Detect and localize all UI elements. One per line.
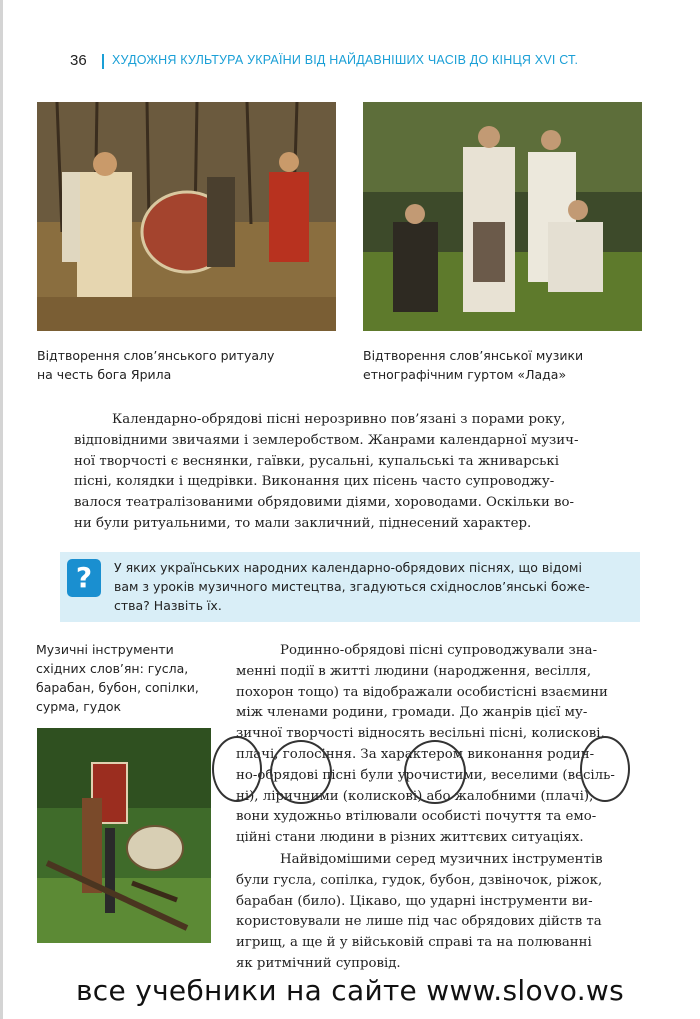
text-line: ни були ритуальними, то мали закличний, піднесений характер. xyxy=(74,515,532,531)
page-edge xyxy=(0,0,3,1019)
question-text xyxy=(114,558,632,615)
watermark-mark xyxy=(212,736,262,802)
text-line: барабан (било). Цікаво, що ударні інструменти ви- xyxy=(236,893,593,909)
text-line: зичної творчості відносять весільні пісні, колискові, xyxy=(236,726,605,742)
instruments-caption-line: Музичні інструменти xyxy=(36,642,174,657)
text-line: Найвідомішими серед музичних інструментів xyxy=(280,852,603,867)
ritual-photo xyxy=(37,102,336,331)
question-icon: ? xyxy=(67,559,101,597)
page-number: 36 xyxy=(70,52,87,69)
text-line: плачі, голосіння. За характером виконання родин- xyxy=(236,746,595,762)
text-line: похорон тощо) та відображали особистісні взаємини xyxy=(236,684,608,700)
watermark-mark xyxy=(270,740,332,804)
music-caption-line: етнографічним гуртом «Лада» xyxy=(363,367,567,382)
text-line: пісні, колядки і щедрівки. Виконання цих пісень часто супроводжу- xyxy=(74,474,555,490)
instruments-caption-line: східних слов’ян: гусла, xyxy=(36,661,189,676)
watermark-mark xyxy=(404,740,466,804)
header-divider xyxy=(102,54,104,69)
text-line: игрищ, а ще й у військовій справі та на полюванні xyxy=(236,935,592,951)
header-title: ХУДОЖНЯ КУЛЬТУРА УКРАЇНИ ВІД НАЙДАВНІШИХ ЧАСІВ ДО КІНЦЯ XVI СТ. xyxy=(112,53,579,67)
text-line: користовували не лише під час обрядових дійств та xyxy=(236,914,602,930)
text-line: як ритмічний супровід. xyxy=(236,955,401,971)
question-line: У яких українських народних календарно-обрядових піснях, що відомі xyxy=(114,560,582,575)
footer-watermark: все учебники на сайте www.slovo.ws xyxy=(75,974,625,1007)
ritual-caption-line: на честь бога Ярила xyxy=(37,367,172,382)
ritual-caption-line: Відтворення слов’янського ритуалу xyxy=(37,348,275,363)
instruments-caption xyxy=(36,640,226,716)
music-photo xyxy=(363,102,642,331)
watermark-mark xyxy=(580,736,630,802)
text-line: ційні стани людини в різних життєвих ситуаціях. xyxy=(236,830,584,846)
text-line: Календарно-обрядові пісні нерозривно пов’язані з порами року, xyxy=(112,412,566,427)
question-line: ства? Назвіть їх. xyxy=(114,598,222,613)
running-header xyxy=(70,52,630,72)
ritual-caption xyxy=(37,346,337,384)
text-line: були гусла, сопілка, гудок, бубон, дзвіночок, ріжок, xyxy=(236,872,603,888)
instruments-caption-line: сурма, гудок xyxy=(36,699,122,714)
music-caption xyxy=(363,346,663,384)
text-line: менні події в житті людини (народження, весілля, xyxy=(236,663,592,679)
paragraph-instruments xyxy=(236,850,640,975)
question-box xyxy=(60,552,640,622)
text-line: Родинно-обрядові пісні супроводжували зна- xyxy=(280,643,598,658)
paragraph-calendar xyxy=(74,410,640,535)
instruments-caption-line: барабан, бубон, сопілки, xyxy=(36,680,199,695)
music-caption-line: Відтворення слов’янської музики xyxy=(363,348,584,363)
text-line: валося театралізованими обрядовими діями, хороводами. Оскільки во- xyxy=(74,495,575,511)
text-line: ної творчості є веснянки, гаївки, русальні, купальські та жниварські xyxy=(74,453,559,469)
text-line: вони художньо втілювали особисті почуття та емо- xyxy=(236,809,597,825)
question-line: вам з уроків музичного мистецтва, згадуються східнослов’янські боже- xyxy=(114,579,590,594)
instruments-photo xyxy=(37,728,211,943)
text-line: між членами родини, громади. До жанрів цієї му- xyxy=(236,705,588,721)
text-line: відповідними звичаями і землеробством. Жанрами календарної музич- xyxy=(74,432,579,448)
text-line: но-обрядові пісні були урочистими, веселими (весіль- xyxy=(236,767,615,783)
text-line: ні), ліричними (колискові) або жалобними (плачі), xyxy=(236,788,594,804)
